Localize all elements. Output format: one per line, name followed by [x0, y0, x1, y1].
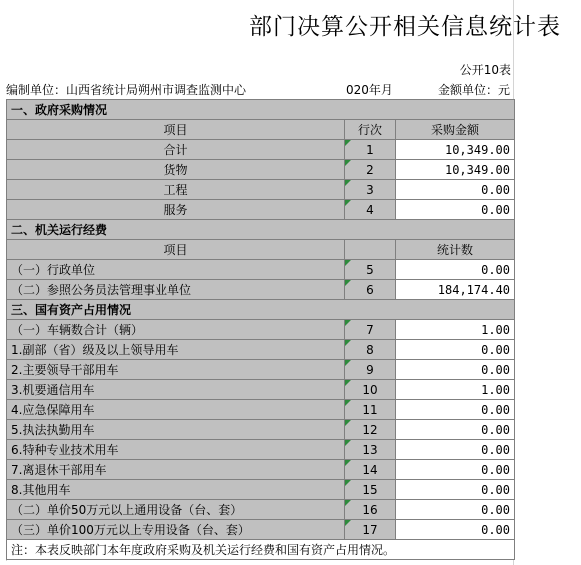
- table-row: [7, 340, 515, 360]
- item-cell[interactable]: 5.执法执勤用车: [7, 420, 345, 440]
- section-header: [7, 300, 515, 320]
- value-cell[interactable]: 0.00: [396, 360, 515, 380]
- row-no-cell[interactable]: 8: [345, 340, 396, 360]
- report-header-row: [6, 80, 514, 98]
- value-cell[interactable]: 0.00: [396, 500, 515, 520]
- table-row: [7, 420, 515, 440]
- header-item[interactable]: 项目: [7, 120, 345, 140]
- item-cell[interactable]: 1.副部（省）级及以上领导用车: [7, 340, 345, 360]
- note-row: [7, 540, 515, 560]
- section-header: [7, 220, 515, 240]
- table-row: [7, 200, 515, 220]
- column-header-row: [7, 120, 515, 140]
- table-row: [7, 440, 515, 460]
- row-no-cell[interactable]: 10: [345, 380, 396, 400]
- value-cell[interactable]: 0.00: [396, 440, 515, 460]
- table-row: [7, 400, 515, 420]
- report-year: 020年月: [346, 83, 393, 97]
- row-no-cell[interactable]: 13: [345, 440, 396, 460]
- row-no-cell[interactable]: 7: [345, 320, 396, 340]
- row-no-cell[interactable]: 4: [345, 200, 396, 220]
- form-number: 公开10表: [459, 63, 511, 77]
- value-cell[interactable]: 1.00: [396, 380, 515, 400]
- row-no-cell[interactable]: 6: [345, 280, 396, 300]
- compile-unit: 编制单位：山西省统计局朔州市调查监测中心: [6, 83, 247, 97]
- header-row-no[interactable]: [345, 240, 396, 260]
- value-cell[interactable]: 0.00: [396, 180, 515, 200]
- table-row: [7, 140, 515, 160]
- table-row: [7, 360, 515, 380]
- item-cell[interactable]: （二）参照公务员法管理事业单位: [7, 280, 345, 300]
- value-cell[interactable]: 184,174.40: [396, 280, 515, 300]
- row-no-cell[interactable]: 2: [345, 160, 396, 180]
- value-cell[interactable]: 0.00: [396, 460, 515, 480]
- section-title[interactable]: 一、政府采购情况: [7, 100, 515, 120]
- row-no-cell[interactable]: 15: [345, 480, 396, 500]
- section-title[interactable]: 三、国有资产占用情况: [7, 300, 515, 320]
- item-cell[interactable]: 货物: [7, 160, 345, 180]
- value-cell[interactable]: 1.00: [396, 320, 515, 340]
- value-cell[interactable]: 0.00: [396, 480, 515, 500]
- table-row: [7, 460, 515, 480]
- row-no-cell[interactable]: 16: [345, 500, 396, 520]
- table-note[interactable]: 注：本表反映部门本年度政府采购及机关运行经费和国有资产占用情况。: [7, 540, 515, 560]
- item-cell[interactable]: 服务: [7, 200, 345, 220]
- row-no-cell[interactable]: 5: [345, 260, 396, 280]
- value-cell[interactable]: 0.00: [396, 200, 515, 220]
- value-cell[interactable]: 0.00: [396, 340, 515, 360]
- row-no-cell[interactable]: 12: [345, 420, 396, 440]
- item-cell[interactable]: 8.其他用车: [7, 480, 345, 500]
- table-row: [7, 380, 515, 400]
- item-cell[interactable]: 合计: [7, 140, 345, 160]
- table-row: [7, 180, 515, 200]
- item-cell[interactable]: 7.离退休干部用车: [7, 460, 345, 480]
- table-row: [7, 480, 515, 500]
- item-cell[interactable]: 3.机要通信用车: [7, 380, 345, 400]
- amount-unit: 金额单位：元: [437, 83, 510, 97]
- report-title: 部门决算公开相关信息统计表: [249, 13, 561, 40]
- table-row: [7, 520, 515, 540]
- item-cell[interactable]: 6.特种专业技术用车: [7, 440, 345, 460]
- table-row: [7, 260, 515, 280]
- header-item[interactable]: 项目: [7, 240, 345, 260]
- section-title[interactable]: 二、机关运行经费: [7, 220, 515, 240]
- item-cell[interactable]: （一）车辆数合计（辆）: [7, 320, 345, 340]
- header-purchase-amount[interactable]: 采购金额: [396, 120, 515, 140]
- value-cell[interactable]: 10,349.00: [396, 160, 515, 180]
- value-cell[interactable]: 10,349.00: [396, 140, 515, 160]
- value-cell[interactable]: 0.00: [396, 520, 515, 540]
- row-no-cell[interactable]: 9: [345, 360, 396, 380]
- column-header-row: [7, 240, 515, 260]
- table-row: [7, 500, 515, 520]
- table-row: [7, 320, 515, 340]
- item-cell[interactable]: （二）单价50万元以上通用设备（台、套）: [7, 500, 345, 520]
- header-row-no[interactable]: 行次: [345, 120, 396, 140]
- item-cell[interactable]: 工程: [7, 180, 345, 200]
- section-header: [7, 100, 515, 120]
- value-cell[interactable]: 0.00: [396, 260, 515, 280]
- item-cell[interactable]: 4.应急保障用车: [7, 400, 345, 420]
- table-row: [7, 160, 515, 180]
- item-cell[interactable]: （三）单价100万元以上专用设备（台、套）: [7, 520, 345, 540]
- header-stat-count[interactable]: 统计数: [396, 240, 515, 260]
- item-cell[interactable]: （一）行政单位: [7, 260, 345, 280]
- value-cell[interactable]: 0.00: [396, 400, 515, 420]
- statistics-table: [6, 99, 515, 560]
- row-no-cell[interactable]: 14: [345, 460, 396, 480]
- row-no-cell[interactable]: 3: [345, 180, 396, 200]
- item-cell[interactable]: 2.主要领导干部用车: [7, 360, 345, 380]
- row-no-cell[interactable]: 17: [345, 520, 396, 540]
- row-no-cell[interactable]: 1: [345, 140, 396, 160]
- row-no-cell[interactable]: 11: [345, 400, 396, 420]
- value-cell[interactable]: 0.00: [396, 420, 515, 440]
- table-row: [7, 280, 515, 300]
